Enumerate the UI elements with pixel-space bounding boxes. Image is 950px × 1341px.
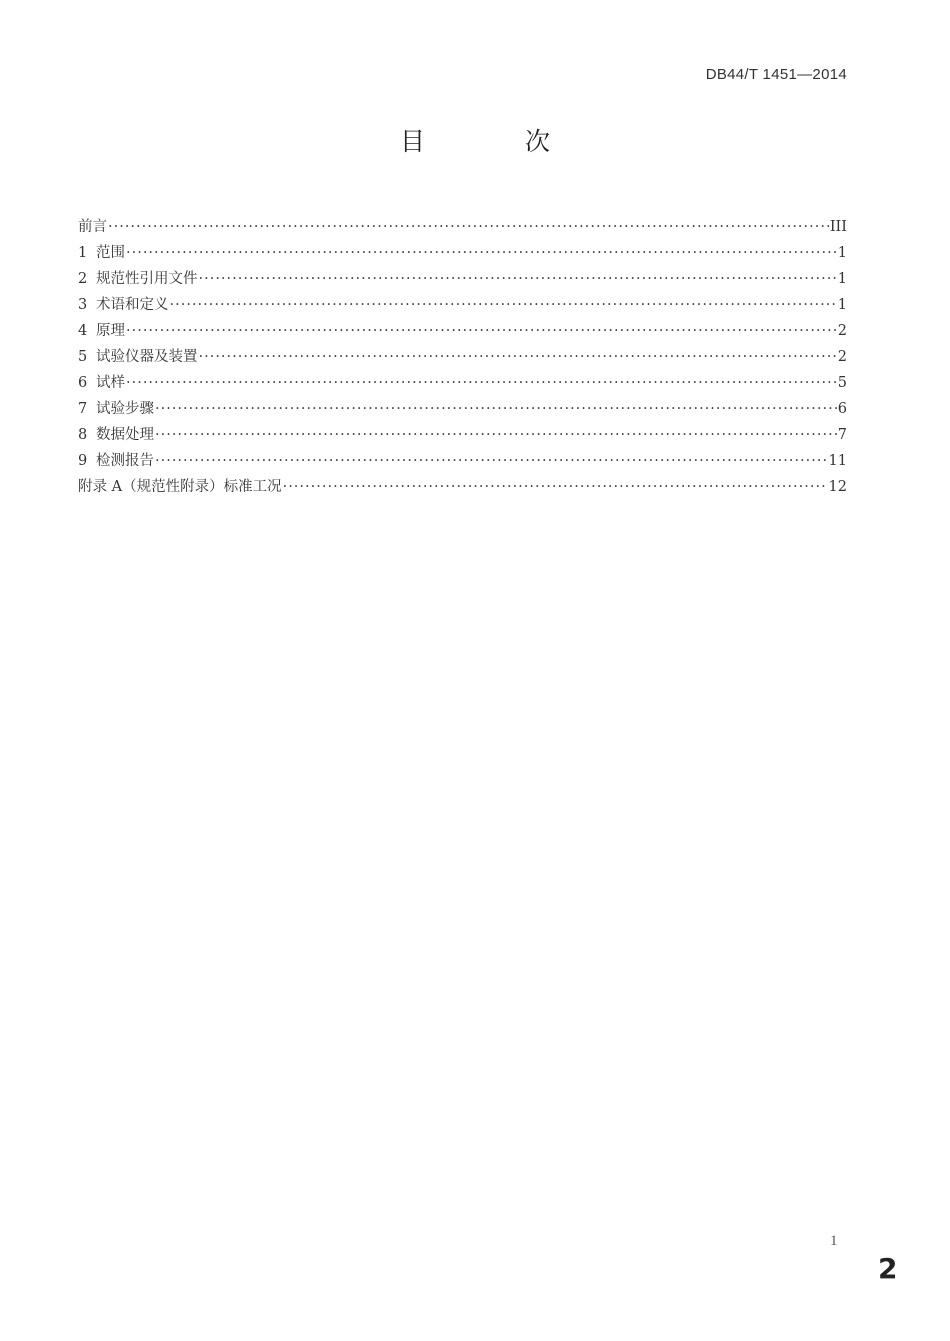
toc-entry-specimen[interactable] [78,370,847,396]
toc-dot-leader [155,396,837,422]
toc-entry-number: 8 [78,427,88,443]
toc-entry-number: 9 [78,453,88,469]
toc-dot-leader [126,240,837,266]
toc-entry-title: 原理 [96,323,125,339]
toc-entry-title: 试样 [96,375,125,391]
toc-entry-page: 1 [837,297,847,313]
toc-entry-title: 术语和定义 [96,297,169,313]
toc-dot-leader [199,266,837,292]
toc-dot-leader [126,370,837,396]
toc-entry-page: 1 [837,245,847,261]
toc-entry-page: III [829,219,847,235]
toc-entry-data-processing[interactable] [78,422,847,448]
toc-dot-leader [108,214,829,240]
toc-entry-test-report[interactable] [78,448,847,474]
toc-entry-title: 规范性引用文件 [96,271,198,287]
toc-entry-apparatus[interactable] [78,344,847,370]
toc-entry-title: 试验步骤 [96,401,154,417]
toc-entry-page: 2 [837,349,847,365]
toc-entry-title: 附录 A（规范性附录）标准工况 [78,479,282,495]
toc-entry-page: 5 [837,375,847,391]
table-of-contents [78,214,847,500]
toc-entry-title: 前言 [78,219,107,235]
toc-entry-number: 5 [78,349,88,365]
toc-entry-title: 试验仪器及装置 [96,349,198,365]
toc-entry-page: 7 [837,427,847,443]
toc-entry-title: 范围 [96,245,125,261]
toc-entry-normative-references[interactable] [78,266,847,292]
toc-dot-leader [155,422,837,448]
toc-entry-scope[interactable] [78,240,847,266]
toc-entry-annex-a[interactable] [78,474,847,500]
toc-entry-number: 2 [78,271,88,287]
toc-entry-page: 11 [828,453,847,469]
toc-entry-page: 12 [828,479,847,495]
toc-dot-leader [283,474,828,500]
toc-dot-leader [170,292,837,318]
page-title: 目 次 [400,127,596,156]
toc-entry-page: 2 [837,323,847,339]
toc-entry-number: 6 [78,375,88,391]
toc-entry-terms-definitions[interactable] [78,292,847,318]
toc-entry-page: 6 [837,401,847,417]
toc-dot-leader [155,448,828,474]
standard-code: DB44/T 1451—2014 [705,66,847,83]
toc-entry-foreword[interactable] [78,214,847,240]
toc-entry-principle[interactable] [78,318,847,344]
toc-entry-number: 7 [78,401,88,417]
scan-page-mark: 2 [878,1252,898,1285]
toc-entry-number: 1 [78,245,88,261]
toc-dot-leader [126,318,837,344]
toc-entry-number: 3 [78,297,88,313]
toc-entry-number: 4 [78,323,88,339]
page-number: 1 [830,1233,838,1249]
toc-entry-procedure[interactable] [78,396,847,422]
toc-entry-title: 数据处理 [96,427,154,443]
toc-entry-title: 检测报告 [96,453,154,469]
toc-dot-leader [199,344,837,370]
toc-entry-page: 1 [837,271,847,287]
